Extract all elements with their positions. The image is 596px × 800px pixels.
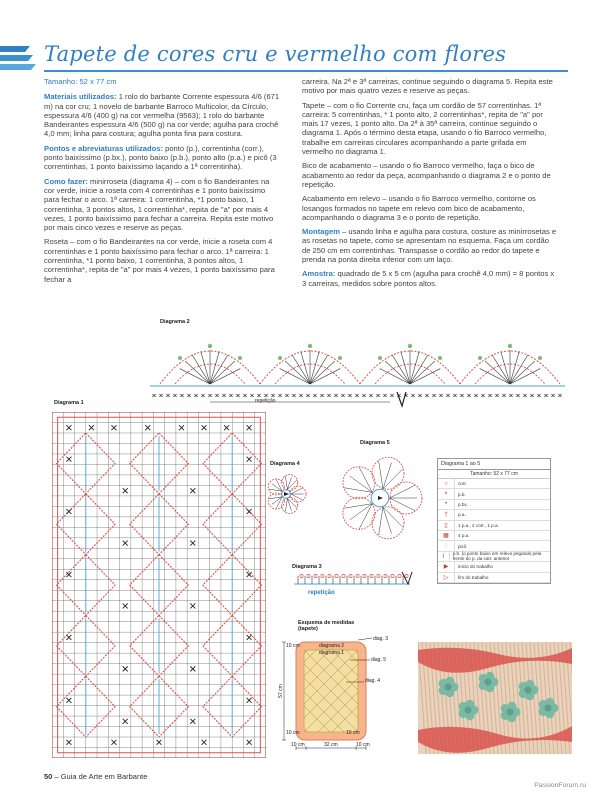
legend-size: Tamanho: 52 x 77 cm: [438, 470, 550, 479]
legend-symbol-icon: ▷: [438, 573, 455, 582]
watermark: PassionForum.ru: [534, 782, 586, 789]
right-text-column: [302, 77, 558, 293]
diag3-callout: diag. 3: [373, 636, 389, 642]
paragraph-heading: Montagem: [302, 227, 340, 237]
paragraph-text: Bico de acabamento – usando o fio Barroco vermelho, faça o bico de acabamento ao redor da peça, acompanhando o diagrama 2 e o ponto de repetição.: [302, 161, 551, 189]
legend-row: [438, 531, 550, 541]
right-column-paragraph: [302, 77, 558, 96]
legend-symbol-icon: ▶: [438, 562, 455, 571]
legend-symbol-icon: ▯: [438, 521, 455, 530]
symbol-legend: [437, 458, 551, 584]
legend-label: p.bx.: [458, 501, 468, 507]
measure-10cm-width-right: 10 cm: [356, 742, 370, 748]
legend-symbol-icon: •: [438, 500, 455, 509]
legend-label: início do trabalho: [458, 564, 493, 570]
publication-name: Guia de Arte em Barbante: [60, 772, 148, 781]
diagram-4-label: Diagrama 4: [270, 461, 300, 467]
diagram-5-rosette: [334, 452, 426, 544]
legend-symbol-icon: ▦: [438, 531, 455, 540]
measure-32cm: 32 cm: [324, 742, 338, 748]
left-text-column: [44, 77, 282, 289]
legend-row: [438, 479, 550, 489]
page-footer: [44, 772, 147, 781]
diagram-2-repeat-label: repetição: [255, 398, 276, 404]
left-column-paragraph: [44, 92, 282, 138]
left-column-paragraph: [44, 237, 282, 283]
title-divider: [44, 70, 568, 72]
legend-header: Diagrama 1 ao 5: [438, 459, 550, 470]
diagram-1-grid-chart: [52, 412, 266, 758]
diagram-2-label: Diagrama 2: [160, 319, 190, 325]
right-column-paragraph: [302, 269, 558, 288]
title-stripes-ornament: [0, 42, 36, 72]
paragraph-text: quadrado de 5 x 5 cm (agulha para crochê 4,0 mm) = 8 pontos x 3 carreiras, medidos sobre pontos altos.: [302, 269, 555, 288]
legend-symbol-icon: ○: [438, 479, 455, 488]
legend-symbol-icon: †: [438, 510, 455, 519]
legend-row: [438, 489, 550, 499]
legend-label: p.a.: [458, 512, 466, 518]
paragraph-text: Acabamento em relevo – usando o fio Barroco vermelho, contorne os losangos formados no tapete em relevo com bico de acabamento, acompanhando o diagrama 3 e o ponto de repetição.: [302, 194, 536, 222]
legend-symbol-icon: ◌: [438, 541, 455, 550]
size-line: Tamanho: 52 x 77 cm: [44, 77, 117, 86]
paragraph-heading: Materiais utilizados:: [44, 92, 117, 102]
legend-row: [438, 562, 550, 572]
legend-label: picô: [458, 543, 467, 549]
paragraph-text: 1 rolo do barbante Corrente espessura 4/6 (671 m) na cor cru; 1 novelo de barbante Barroco Multicolor, da Círculo, espessura 4/6 (400 g) na cor vermelha (9563); 1 rolo do barbante Bandeirantes espessura 4/6 (500 g) na cor verde; agulha para crochê 4,0 mm; linha para costura; agulha ponta fina para costura.: [44, 92, 280, 139]
footer-separator: –: [52, 772, 61, 781]
paragraph-text: minirroseta (diagrama 4) – com o fio Bandeirantes na cor verde, inicie a roseta com 4 correntinhas e 1 ponto baixíssimo para fechar o arco. 1ª carreira: 1 correntinha, *1 ponto baixo, 1 correntinha, 3 pontos altos, 1 correntinha*, repita de "a" por mais 4 vezes, 1 ponto baixíssimo para fechar a carreira. Repita este motivo por mais cinco vezes e reserve as peças.: [44, 176, 274, 233]
diagram-1-label: Diagrama 1: [54, 400, 84, 406]
legend-row: [438, 573, 550, 583]
legend-label: 1 p.a., 2 corr., 1 p.a.: [458, 522, 499, 528]
paragraph-text: carreira. Na 2ª e 3ª carreiras, continue seguindo o diagrama 5. Repita este motivo por mais quatro vezes e reserve as peças.: [302, 77, 553, 96]
diag1-callout: diagrama 1: [319, 650, 345, 656]
right-column-paragraph: [302, 161, 558, 189]
right-column-paragraph: [302, 227, 558, 264]
legend-label: fim do trabalho: [458, 574, 489, 580]
page-title: Tapete de cores cru e vermelho com flores: [44, 42, 507, 66]
diagram-5-label: Diagrama 5: [360, 440, 390, 446]
paragraph-heading: Amostra:: [302, 269, 336, 279]
diagram-2-edge-chart: [140, 326, 570, 411]
schema-label: Esquema de medidas (tapete): [298, 620, 355, 632]
paragraph-text: Roseta – com o fio Bandeirantes na cor verde, inicie a roseta com 4 correntinhas e 1 ponto baixíssimo para fechar o arco. 1ª carreira: 1 correntinha, *1 ponto baixo, 1 correntinha, 3 pontos altos, 1 correntinha*, repita de "a" por mais 4 vezes, 1 ponto baixíssimo para fechar a: [44, 237, 275, 284]
left-column-paragraph: [44, 144, 282, 172]
paragraph-text: ponto (p.), correntinha (corr.), ponto baixíssimo (p.bx.), ponto baixo (p.b.), ponto alto (p.a.) e picô (3 correntinhas, 1 ponto baixíssimo laçando a 1ª correntinha).: [44, 143, 277, 172]
diagram-3-label: Diagrama 3: [292, 564, 322, 570]
legend-label: 4 p.a.: [458, 533, 470, 539]
legend-label: p.b. (o ponto baixo em relevo pegando pela frente do p. da carr. anterior: [452, 551, 542, 562]
paragraph-text: – usando linha e agulha para costura, costure as minirrosetas e as rosetas no tapete, como se apresentam no esquema. Faça um cordão de 250 cm em correntinhas. Transpasse o cordão ao redor do tapete e prenda na ponta direita inferior com um laço.: [302, 227, 557, 265]
legend-row: [438, 521, 550, 531]
paragraph-heading: Como fazer:: [44, 176, 88, 186]
legend-row: [438, 552, 550, 562]
right-column-paragraph: [302, 101, 558, 157]
paragraph-text: Tapete – com o fio Corrente cru, faça um cordão de 57 correntinhas. 1ª carreira: 5 correntinhas, * 1 ponto alto, 2 correntinhas*, repita de "a" por mais 17 vezes, 1 ponto alto. Da 2ª à 35ª carreira, continue seguindo o diagrama 1. Após o término desta etapa, usando o fio Barroco vermelho, trabalhe em carreiras circulares acompanhando a parte grifada em vermelho no diagrama 1.: [302, 100, 547, 157]
measure-57cm: 57 cm: [277, 684, 284, 698]
legend-symbol-icon: ⌇: [438, 552, 450, 561]
left-column-paragraph: [44, 177, 282, 233]
diag5-callout: diag. 5: [371, 657, 387, 663]
page-number: 50: [44, 772, 53, 781]
diagram-4-mini-rosette: [262, 470, 310, 518]
legend-symbol-icon: ×: [438, 489, 455, 498]
diag2-callout: diagrama 2: [319, 643, 345, 649]
legend-label: p.b.: [458, 491, 466, 497]
rug-photo: [418, 642, 572, 754]
paragraph-heading: Pontos e abreviaturas utilizados:: [44, 143, 163, 153]
measure-10cm-top: 10 cm: [286, 643, 300, 649]
measure-10cm-bottom-left: 10 cm: [286, 730, 300, 736]
legend-label: corr.: [458, 481, 467, 487]
legend-row: [438, 500, 550, 510]
measure-10cm-bottom-right: 10 cm: [346, 730, 360, 736]
legend-row: [438, 541, 550, 551]
diag4-callout: diag. 4: [365, 678, 381, 684]
measure-10cm-width-left: 10 cm: [291, 742, 305, 748]
right-column-paragraph: [302, 194, 558, 222]
diagram-3-repeat-label: repetição: [308, 590, 335, 596]
legend-row: [438, 510, 550, 520]
